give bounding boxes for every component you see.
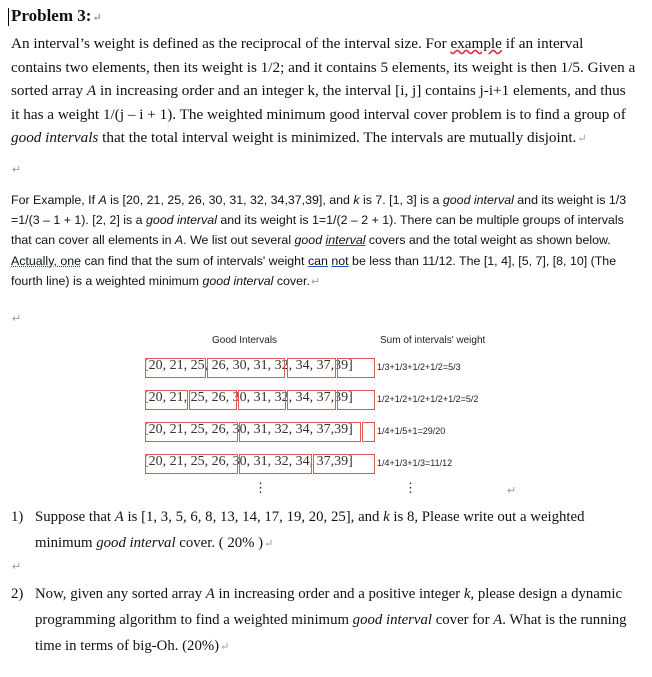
interval-array: [20, 21, 25, 26, 30, 31, 32, 34, 37,39] xyxy=(144,422,353,437)
interval-array: [20, 21, 25, 26, 30, 31, 32, 34, 37,39] xyxy=(144,358,353,373)
paragraph-mark: ↵ xyxy=(220,641,230,653)
interval-box xyxy=(337,390,375,410)
problem-title xyxy=(11,6,102,26)
interval-box xyxy=(362,422,375,442)
figure-header-weights: Sum of intervals' weight xyxy=(380,335,486,346)
question-2: 2) Now, given any sorted array A in increasing order and a positive integer k, please design a dynamic programming algorithm to find a weighted minimum good interval cover for A. What is the running time in terms of big-Oh. (20%)↵ xyxy=(11,581,641,660)
paragraph-mark: ↵ xyxy=(12,313,22,325)
paragraph-mark: ↵ xyxy=(577,133,587,146)
interval-box xyxy=(238,390,286,410)
interval-box xyxy=(145,422,238,442)
interval-box xyxy=(145,358,206,378)
spellcheck-word: example xyxy=(450,35,502,52)
paragraph-mark: ↵ xyxy=(310,275,321,288)
interval-box xyxy=(145,454,238,474)
interval-box xyxy=(239,422,361,442)
weight-sum: 1/4+1/3+1/3=11/12 xyxy=(377,458,453,468)
interval-box xyxy=(313,454,375,474)
paragraph-mark: ↵ xyxy=(507,485,517,497)
interval-array: [20, 21, 25, 26, 30, 31, 32, 34, 37,39] xyxy=(144,454,353,469)
ellipsis-right: ⋮ xyxy=(404,480,417,495)
text-cursor xyxy=(8,8,9,26)
paragraph-mark: ↵ xyxy=(264,538,274,550)
question-number: 1) xyxy=(11,509,24,525)
cover-row-4 xyxy=(144,454,524,476)
cover-row-3 xyxy=(144,422,524,444)
paragraph-mark: ↵ xyxy=(12,561,22,573)
interval-box xyxy=(145,390,188,410)
paragraph-mark: ↵ xyxy=(12,164,22,176)
interval-box xyxy=(287,390,336,410)
paragraph-mark: ↵ xyxy=(92,12,102,24)
interval-box xyxy=(189,390,237,410)
interval-box xyxy=(337,358,375,378)
interval-box xyxy=(287,358,336,378)
weight-sum: 1/2+1/2+1/2+1/2+1/2=5/2 xyxy=(377,394,479,404)
weight-sum: 1/4+1/5+1=29/20 xyxy=(377,426,446,436)
interval-cover-figure xyxy=(140,332,520,502)
question-number: 2) xyxy=(11,586,24,602)
cover-row-1 xyxy=(144,358,524,380)
ellipsis-left: ⋮ xyxy=(254,480,267,495)
weight-sum: 1/3+1/3+1/2+1/2=5/3 xyxy=(377,362,461,372)
definition-paragraph: An interval’s weight is defined as the reciprocal of the interval size. For example if an interval contains two elements, then its weight is 1/2; and it contains 5 elements, its weight is then 1/5. Given a sorted array A in increasing order and an integer k, the interval [i, j] contains j-i+1 elements, and thus it has a weight 1/(j – i + 1). The weighted minimum good interval cover problem is to find a group of good intervals that the total interval weight is minimized. The intervals are mutually disjoint.↵ xyxy=(11,35,636,147)
interval-array: [20, 21, 25, 26, 30, 31, 32, 34, 37,39] xyxy=(144,390,353,405)
cover-row-2 xyxy=(144,390,524,412)
title-text: Problem 3: xyxy=(11,6,92,25)
question-1: 1) Suppose that A is [1, 3, 5, 6, 8, 13, 14, 17, 19, 20, 25], and k is 8, Please write out a weighted minimum good interval cover. ( 20% )↵ xyxy=(11,504,641,557)
figure-header-intervals: Good Intervals xyxy=(212,335,278,346)
interval-box xyxy=(239,454,312,474)
example-paragraph: For Example, If A is [20, 21, 25, 26, 30, 31, 32, 34,37,39], and k is 7. [1, 3] is a good interval and its weight is 1/3 =1/(3 – 1 + 1). [2, 2] is a good interval and its weight is 1=1/(2 – 2 + 1). There can be multiple groups of intervals that can cover all elements in A. We list out several good interval covers and the total weight as shown below. Actually, one can find that the sum of intervals' weight can not be less than 11/12. The [1, 4], [5, 7], [8, 10] (The fourth line) is a weighted minimum good interval cover.↵ xyxy=(11,193,627,288)
interval-box xyxy=(207,358,285,378)
